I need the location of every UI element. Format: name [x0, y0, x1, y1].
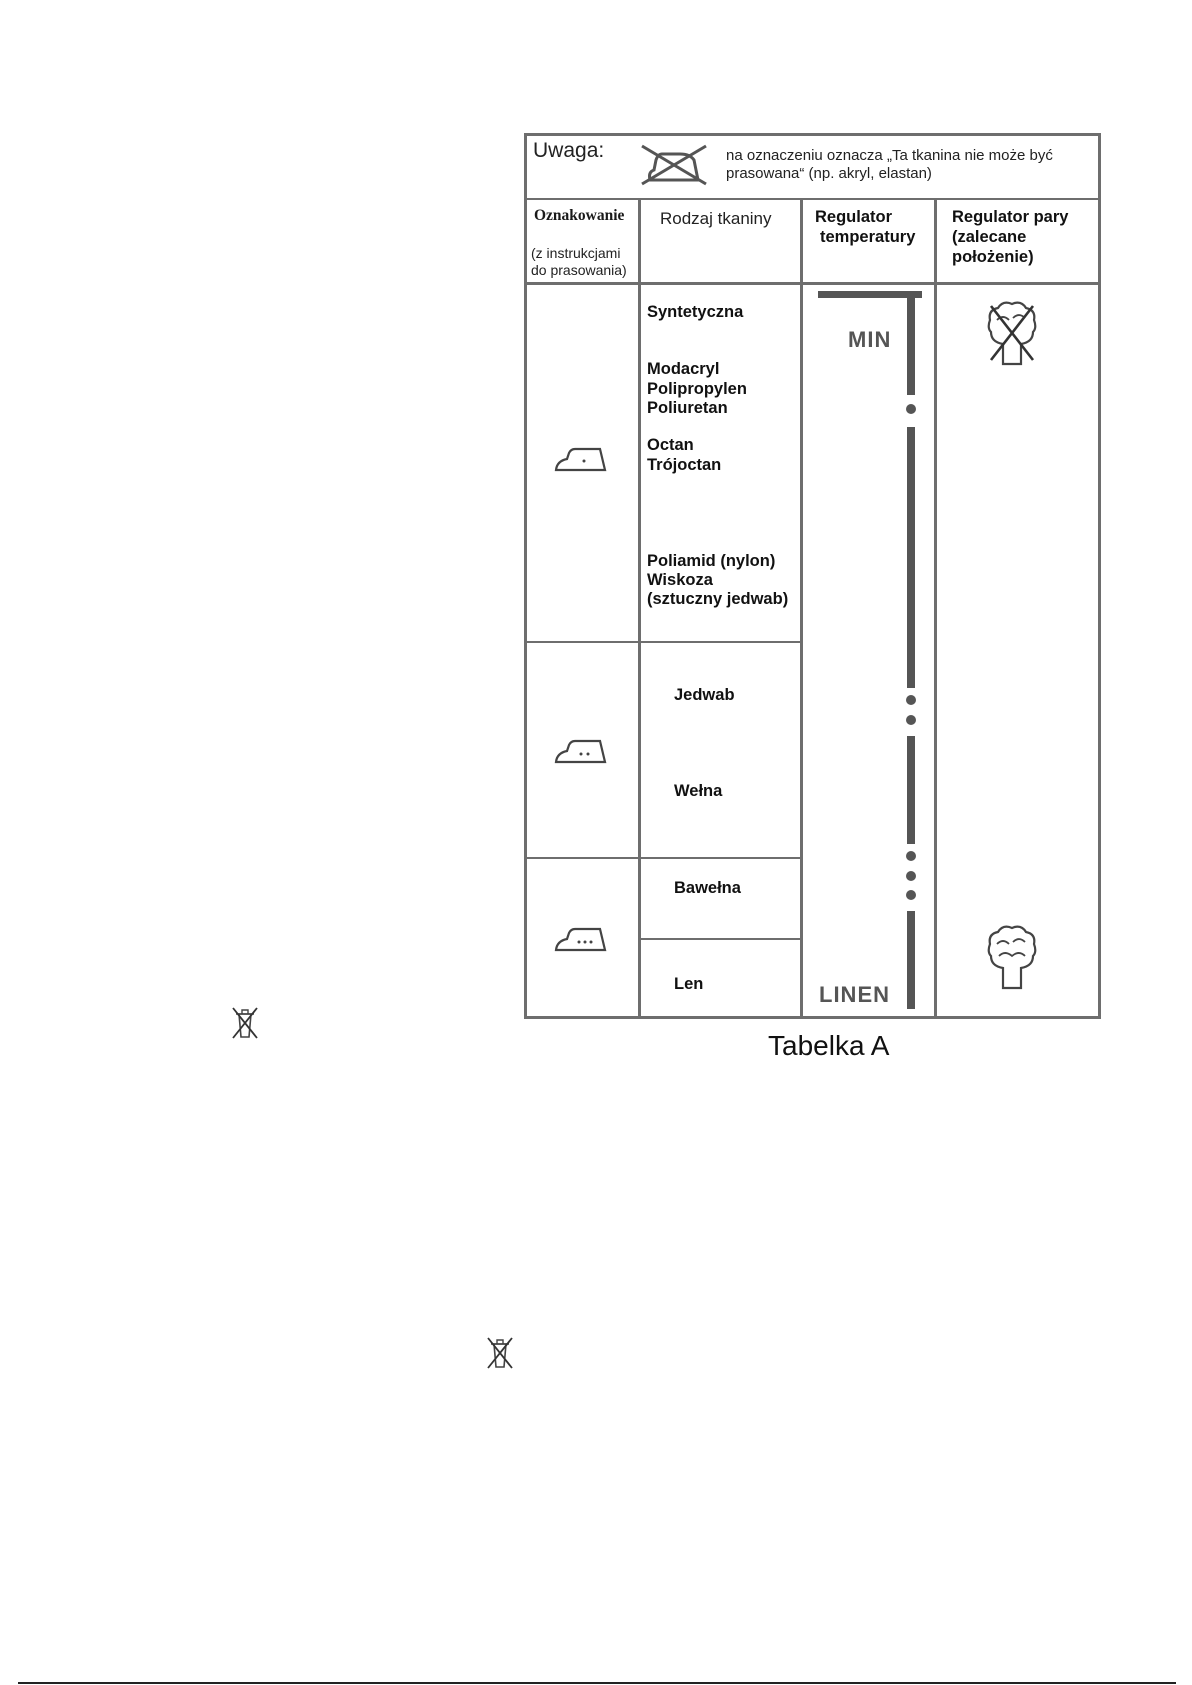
header-fabric-type: Rodzaj tkaniny — [660, 209, 772, 228]
fabric-bawelna: Bawełna — [674, 879, 741, 897]
scale-max-label: LINEN — [819, 982, 890, 1007]
fabric-poliamid: Poliamid (nylon) — [647, 552, 776, 570]
iron-two-dots-icon — [553, 737, 609, 765]
no-iron-icon — [640, 142, 710, 188]
header-marking-sub-2: do prasowania) — [531, 262, 627, 278]
crossed-bin-icon — [230, 1004, 260, 1040]
header-steam-line-2: (zalecane — [952, 228, 1027, 246]
header-temp-line-2: temperatury — [820, 228, 916, 246]
fabric-jedwab: Jedwab — [674, 686, 735, 704]
fabric-poliuretan: Poliuretan — [647, 399, 728, 417]
header-marking-sub-1: (z instrukcjami — [531, 245, 621, 261]
fabric-modacryl: Modacryl — [647, 360, 720, 378]
fabric-welna: Wełna — [674, 782, 723, 800]
crossed-bin-icon — [485, 1334, 515, 1370]
note-line-2: prasowana“ (np. akryl, elastan) — [726, 165, 932, 182]
no-steam-icon — [985, 298, 1039, 368]
header-marking: Oznakowanie — [534, 207, 625, 224]
fabric-octan: Octan — [647, 436, 694, 454]
table-caption: Tabelka A — [768, 1030, 890, 1061]
fabric-sztuczny-jedwab: (sztuczny jedwab) — [647, 590, 789, 608]
header-steam-line-1: Regulator pary — [952, 208, 1069, 226]
header-steam-line-3: położenie) — [952, 248, 1034, 266]
iron-one-dot-icon — [553, 445, 609, 473]
fabric-wiskoza: Wiskoza — [647, 571, 713, 589]
fabric-len: Len — [674, 975, 704, 993]
scale-min-label: MIN — [848, 327, 892, 352]
page-bottom-rule — [18, 1682, 1176, 1684]
fabric-trojoctan: Trójoctan — [647, 456, 722, 474]
header-temp-line-1: Regulator — [815, 208, 893, 226]
fabric-syntetyczna: Syntetyczna — [647, 303, 744, 321]
note-label: Uwaga: — [533, 139, 605, 162]
note-line-1: na oznaczeniu oznacza „Ta tkanina nie może być — [726, 147, 1053, 164]
steam-icon — [985, 922, 1039, 992]
iron-three-dots-icon — [553, 925, 609, 953]
fabric-polipropylen: Polipropylen — [647, 380, 747, 398]
